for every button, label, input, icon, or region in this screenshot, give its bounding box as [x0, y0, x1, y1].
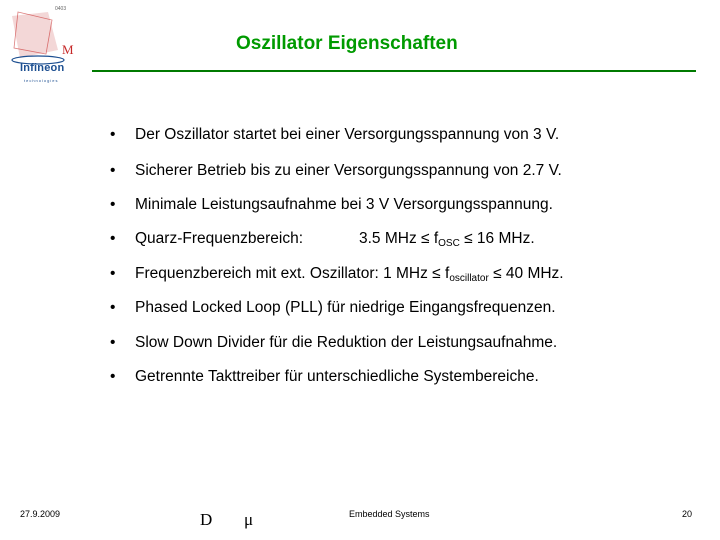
bullet-marker: •	[110, 265, 116, 282]
logo-tagline: technologies	[24, 78, 59, 83]
bullet-marker: •	[110, 162, 116, 179]
footer-title: Embedded Systems	[349, 509, 430, 519]
freq-subscript: oscillator	[449, 273, 489, 284]
bullet-marker: •	[110, 126, 116, 143]
range-subscript: OSC	[438, 238, 460, 249]
bullet-marker: •	[110, 230, 116, 247]
logo-letter: M	[62, 42, 74, 57]
bullet-text	[135, 230, 535, 248]
footer-symbol-d: D	[200, 510, 213, 529]
bullet-marker: •	[110, 334, 116, 351]
infineon-logo	[0, 0, 90, 95]
page-number: 20	[682, 509, 693, 519]
freq-pre: Frequenzbereich mit ext. Oszillator: 1 MHz ≤ f	[135, 265, 450, 282]
logo-small-text: 0403	[55, 6, 67, 12]
title-divider	[92, 70, 696, 72]
range-label: Quarz-Frequenzbereich:	[135, 230, 303, 247]
range-post: ≤ 16 MHz.	[459, 230, 535, 247]
bullet-marker: •	[110, 196, 116, 213]
bullet-text: Getrennte Takttreiber für unterschiedliche Systembereiche.	[135, 368, 539, 385]
footer-date: 27.9.2009	[20, 509, 61, 519]
footer-symbol-mu: μ	[244, 510, 254, 529]
bullet-marker: •	[110, 368, 116, 385]
logo-brand: Infineon	[20, 62, 65, 74]
bullet-text: Sicherer Betrieb bis zu einer Versorgungsspannung von 2.7 V.	[135, 162, 562, 179]
bullet-text	[135, 265, 564, 283]
bullet-marker: •	[110, 299, 116, 316]
range-pre: 3.5 MHz ≤ f	[359, 230, 439, 247]
bullet-text: Der Oszillator startet bei einer Versorgungsspannung von 3 V.	[135, 126, 560, 143]
slide-title: Oszillator Eigenschaften	[236, 33, 458, 54]
bullet-text: Slow Down Divider für die Reduktion der Leistungsaufnahme.	[135, 334, 558, 351]
bullet-text: Phased Locked Loop (PLL) für niedrige Eingangsfrequenzen.	[135, 299, 556, 316]
bullet-text: Minimale Leistungsaufnahme bei 3 V Versorgungsspannung.	[135, 196, 553, 213]
freq-post: ≤ 40 MHz.	[488, 265, 564, 282]
logo-chip-icon	[8, 10, 68, 65]
